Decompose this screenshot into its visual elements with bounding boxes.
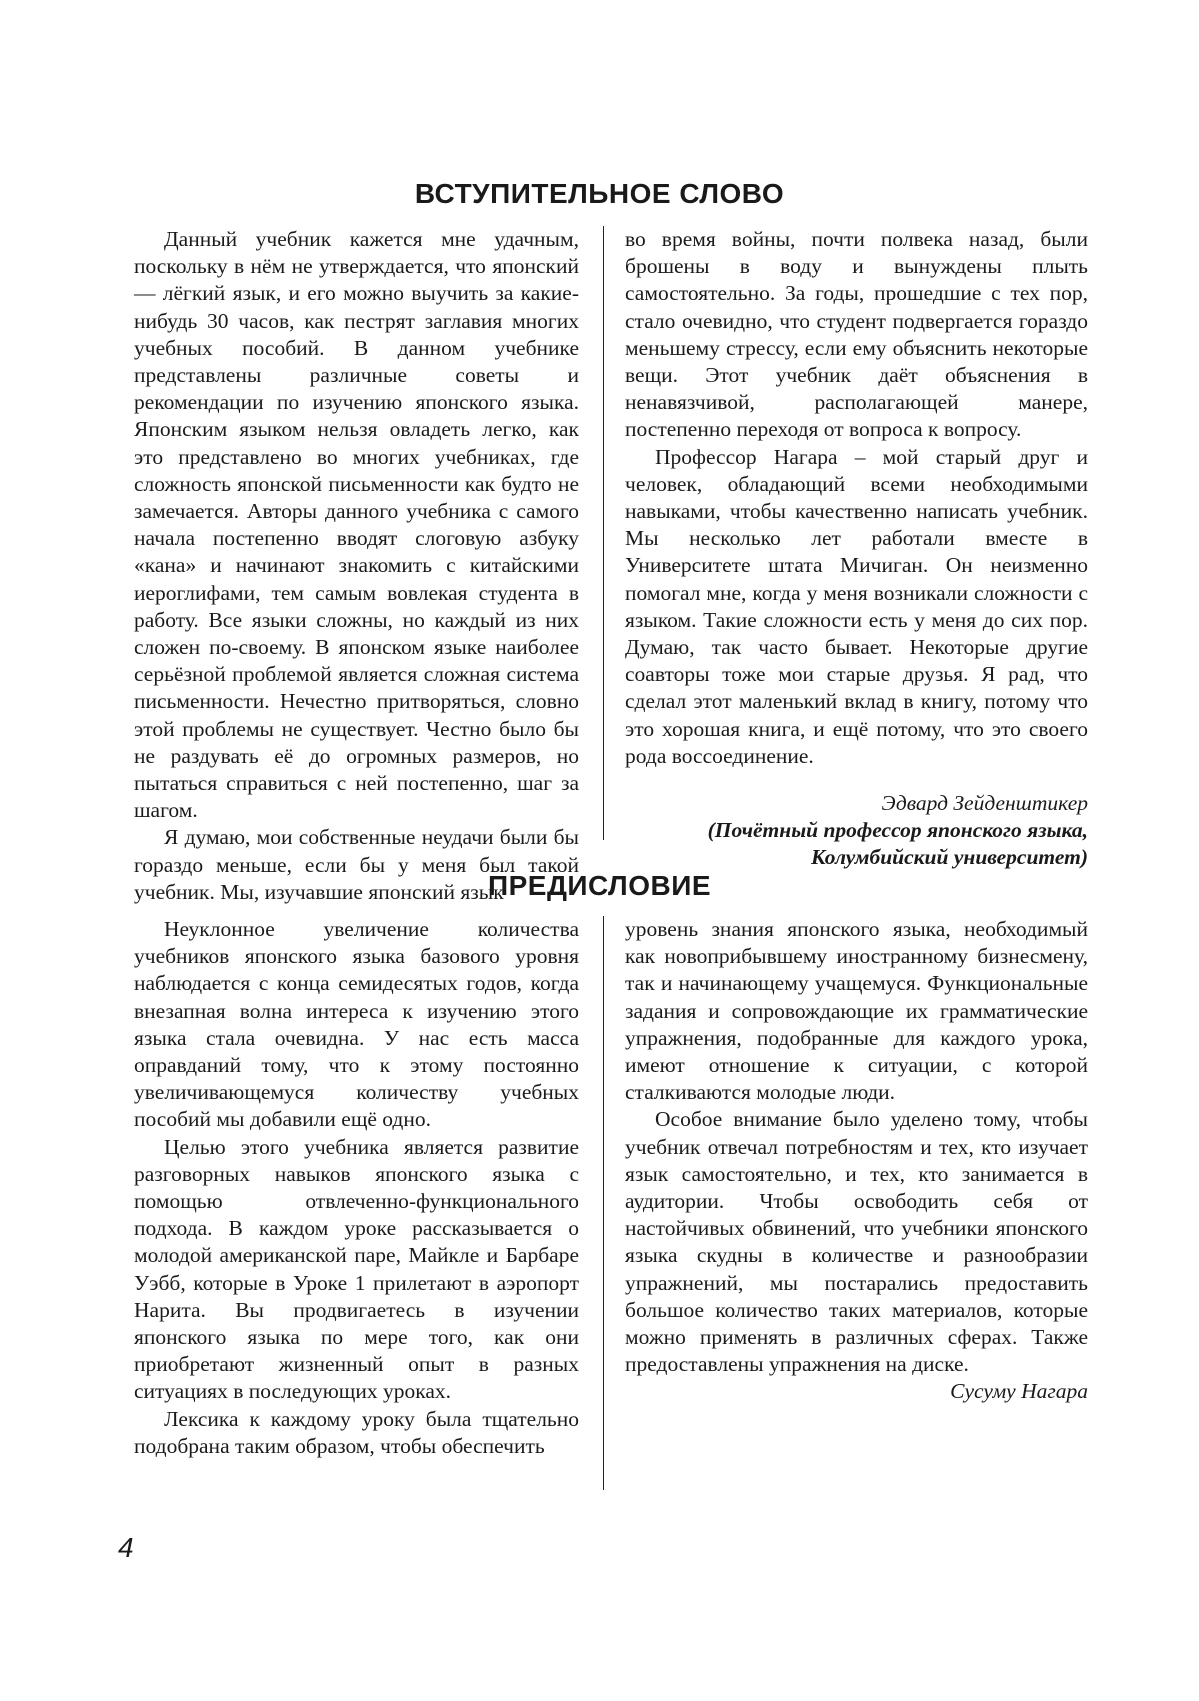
preface-paragraph: Неуклонное увеличение количества учебников японского языка базового уровня наблюдается с конца семидесятых годов, когда внезапная волна интереса к изучению этого языка стала очевидна. У нас есть масса оправданий тому, что к этому постоянно увеличивающемуся количеству учебных пособий мы добавили ещё одно. [134, 917, 579, 1132]
preface-paragraph: Целью этого учебника является развитие разговорных навыков японского языка с помощью отвлеченно-функционального подхода. В каждом уроке рассказывается о молодой американской паре, Майкле и Барбаре Уэбб, которые в Уроке 1 прилетают в аэропорт Нарита. Вы продвигаетесь в изучении японского языка по мере того, как они приобретают жизненный опыт в разных ситуациях в последующих уроках. [134, 1134, 579, 1404]
preface-left-column [134, 916, 579, 1460]
intro-paragraph: Профессор Нагара – мой старый друг и человек, обладающий всеми необходимыми навыками, чтобы качественно написать учебник. Мы несколько лет работали вместе в Университете штата Мичиган. Он неизменно помогал мне, когда у меня возникали сложности с языком. Такие сложности есть у меня до сих пор. Думаю, так часто бывает. Некоторые другие соавторы тоже мои старые друзья. Я рад, что сделал этот маленький вклад в книгу, потому что это хорошая книга, и ещё потому, что это своего рода воссоединение. [625, 444, 1088, 768]
signature-name: Эдвард Зейденштикер [881, 791, 1088, 816]
preface-column-divider [603, 916, 604, 1490]
signature-title: (Почётный профессор японского языка, [707, 818, 1088, 843]
preface-heading: ПРЕДИСЛОВИЕ [487, 870, 712, 901]
intro-paragraph: Данный учебник кажется мне удачным, поскольку в нём не утверждается, что японский — лёгкий язык, и его можно выучить за какие-нибудь 30 часов, как пестрят заглавия многих учебных пособий. В данном учебнике представлены различные советы и рекомендации по изучению японского языка. Японским языком нельзя овладеть легко, как это представлено во многих учебниках, где сложность японской письменности как будто не замечается. Авторы данного учебника с самого начала постепенно вводят слоговую азбуку «кана» и начинают знакомить с китайскими иероглифами, тем самым вовлекая студента в работу. Все языки сложны, но каждый из них сложен по-своему. В японском языке наиболее серьёзной проблемой является сложная система письменности. Нечестно притворяться, словно этой проблемы не существует. Честно было бы не раздувать её до огромных размеров, но пытаться справиться с ней постепенно, шаг за шагом. [134, 227, 579, 823]
intro-right-column [625, 226, 1088, 872]
signature-affiliation: Колумбийский университет) [811, 845, 1088, 870]
intro-signature [625, 790, 1088, 872]
intro-paragraph-continued: во время войны, почти полвека назад, были брошены в воду и вынуждены плыть самостоятельно. За годы, прошедшие с тех пор, стало очевидно, что студент подвергается гораздо меньшему стрессу, если ему объяснить некоторые вещи. Этот учебник даёт объяснения в ненавязчивой, располагающей манере, постепенно переходя от вопроса к вопросу. [625, 227, 1088, 442]
intro-column-divider [603, 226, 604, 840]
page-number: 4 [118, 1532, 134, 1563]
preface-signature: Сусуму Нагара [950, 1379, 1088, 1404]
intro-left-column [134, 226, 579, 906]
preface-paragraph-continued: уровень знания японского языка, необходимый как новоприбывшему иностранному бизнесмену, так и начинающему учащемуся. Функциональные задания и сопровождающие их грамматические упражнения, подобранные для каждого урока, имеют отношение к ситуации, с которой сталкиваются молодые люди. [625, 917, 1088, 1105]
intro-paragraph: Я думаю, мои собственные неудачи были бы гораздо меньше, если бы у меня был такой учебник. Мы, изучавшие японский язык [134, 825, 579, 904]
preface-paragraph: Особое внимание было уделено тому, чтобы учебник отвечал потребностям и тех, кто изучает язык самостоятельно, и тех, кто занимается в аудитории. Чтобы освободить себя от настойчивых обвинений, что учебники японского языка скудны в количестве и разнообразии упражнений, мы постарались предоставить большое количество таких материалов, которые можно применять в различных сферах. Также предоставлены упражнения на диске. [625, 1107, 1088, 1377]
intro-heading: ВСТУПИТЕЛЬНОЕ СЛОВО [414, 178, 785, 209]
preface-right-column [625, 916, 1088, 1406]
preface-paragraph: Лексика к каждому уроку была тщательно подобрана таким образом, чтобы обеспечить [134, 1406, 579, 1458]
